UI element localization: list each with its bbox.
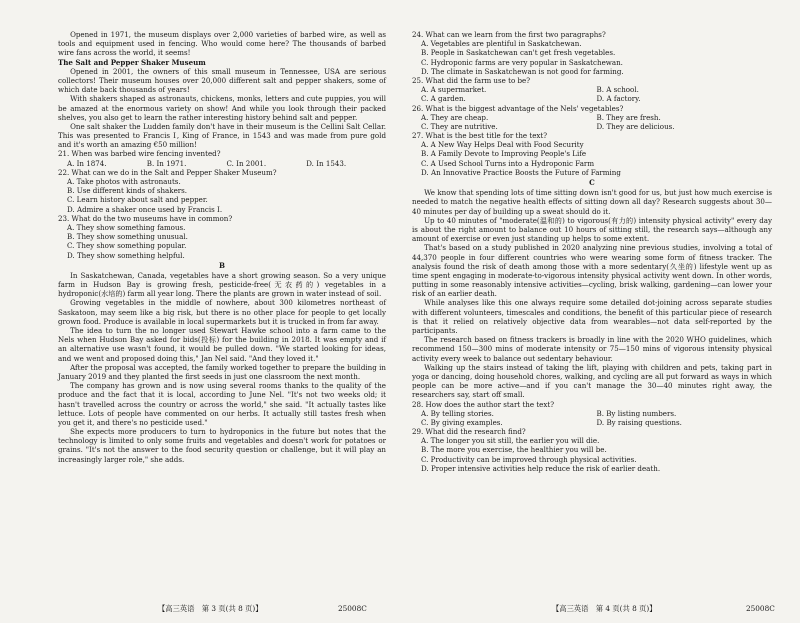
option: A. They are cheap. — [421, 112, 489, 122]
paragraph: She expects more producers to turn to hydroponics in the future but notes that the technology is limited to only some fruits and vegetables and doesn't work for potatoes or grains. "It's not the answer to the food security question or challenge, but it will play an increasingly larger role," she adds. — [58, 427, 386, 464]
exam-page-4 — [400, 0, 800, 623]
paragraph: While analyses like this one always require some detailed dot-joining across separate studies with different volunteers, timescales and conditions, the benefit of this particular piece of research is that it relied on relatively objective data from wearables—not data self-reported by the participants. — [412, 298, 772, 335]
option: C. Productivity can be improved through physical activities. — [421, 454, 637, 464]
paragraph: Opened in 1971, the museum displays over 2,000 varieties of barbed wire, as well as tools and equipment used in fencing. Who would come here? The thousands of barbed wire fans across the world, it seems! — [58, 30, 386, 58]
question-26: 26. What is the biggest advantage of the Nels' vegetables? — [412, 103, 624, 113]
option: B. Use different kinds of shakers. — [67, 186, 188, 196]
paragraph: That's based on a study published in 2020 analyzing nine previous studies, involving a total of 44,370 people in four different countries who were wearing some form of fitness tracker. The analysis found the risk of death among those with a more sedentary(久坐的) lifestyle went up as time spent engaging in moderate-to-vigorous intensity physical activity went down. In other words, putting in some reasonably intensive activities—cycling, brisk walking, gardening—can lower your risk of an earlier death. — [412, 243, 772, 299]
question-28-options — [421, 409, 772, 418]
passage-column-left — [58, 30, 386, 464]
paragraph: The research based on fitness trackers is broadly in line with the 2020 WHO guidelines, which recommend 150—300 mins of moderate intensity or 75—150 mins of vigorous intensity physical activity every week to balance out sedentary behaviour. — [412, 335, 772, 363]
question-23: 23. What do the two museums have in common? — [58, 213, 233, 223]
paragraph: We know that spending lots of time sitting down isn't good for us, but just how much exercise is needed to match the negative health effects of sitting down all day? Research suggests about 30—40 minutes per day of building up a sweat should do it. — [412, 188, 772, 216]
paragraph: With shakers shaped as astronauts, chickens, monks, letters and cute puppies, you will be amazed at the enormous variety on show! And while you look through their packed shelves, you also get to learn the rather interesting history behind salt and pepper. — [58, 94, 386, 122]
question-25-options-row2 — [421, 94, 772, 103]
option: C. In 2001. — [226, 158, 267, 168]
section-label-c: C — [589, 178, 595, 187]
option: C. Hydroponic farms are very popular in Saskatchewan. — [421, 57, 623, 67]
section-label-b: B — [219, 260, 225, 270]
question-26-options — [421, 113, 772, 122]
paragraph: Growing vegetables in the middle of nowhere, about 300 kilometres northeast of Saskatoon, may seem like a big risk, but there is no other place for people to get locally grown food. Produce is available in local supermarkets but it is trucked in from far away. — [58, 298, 386, 326]
paragraph: After the proposal was accepted, the family worked together to prepare the building in January 2019 and they planted the first seeds in just one classroom the next month. — [58, 362, 386, 381]
question-22: 22. What can we do in the Salt and Pepper Shaker Museum? — [58, 167, 277, 177]
option: C. They are nutritive. — [421, 121, 498, 131]
option: D. The climate in Saskatchewan is not good for farming. — [421, 66, 624, 76]
paragraph: Opened in 2001, the owners of this small museum in Tennessee, USA are serious collectors! Their museum houses over 20,000 different salt and pepper shakers, some of which date back thousands of years! — [58, 66, 386, 95]
option: A. Take photos with astronauts. — [67, 177, 181, 186]
option: A. By telling stories. — [421, 408, 494, 418]
option: A. Vegetables are plentiful in Saskatchewan. — [421, 39, 582, 49]
option: A. A New Way Helps Deal with Food Security — [421, 140, 584, 150]
paragraph: In Saskatchewan, Canada, vegetables have a short growing season. So a very unique farm in Hudson Bay is growing fresh, pesticide-free(无农药的) vegetables in a hydroponic(水培的) farm all year long. There the plants are grown in water instead of soil. — [58, 270, 386, 299]
option: C. A Used School Turns into a Hydroponic Farm — [421, 158, 595, 168]
option: A. In 1874. — [67, 158, 107, 168]
question-21: 21. When was barbed wire fencing invented? — [58, 149, 221, 159]
option: B. A Family Devote to Improving People's Life — [421, 149, 587, 159]
option: B. They show something unusual. — [67, 232, 188, 242]
option: B. In 1971. — [146, 158, 187, 168]
paragraph: One salt shaker the Ludden family don't have in their museum is the Cellini Salt Cellar. This was presented to Francis Ⅰ, King of France, in 1543 and was made from pure gold and it's worth an amazing €50 million! — [58, 121, 386, 150]
option: A. The longer you sit still, the earlier you will die. — [421, 436, 600, 446]
question-26-options-row2 — [421, 122, 772, 131]
option: D. An Innovative Practice Boosts the Future of Farming — [421, 167, 621, 177]
paragraph: The idea to turn the no longer used Stewart Hawke school into a farm came to the Nels when Hudson Bay asked for bids(投标) for the building in 2018. It was empty and if an alternative use wasn't found, it would be pulled down. "We started looking for ideas, and we went and proposed doing this," Jan Nel said. "And they loved it." — [58, 326, 386, 363]
question-25: 25. What did the farm use to be? — [412, 75, 531, 85]
question-21-options — [67, 159, 386, 168]
option: B. By listing numbers. — [596, 408, 677, 418]
option: B. People in Saskatchewan can't get fresh vegetables. — [421, 48, 616, 58]
option: C. Learn history about salt and pepper. — [67, 195, 208, 205]
option: D. In 1543. — [306, 158, 347, 168]
option: C. A garden. — [421, 94, 466, 104]
option: D. By raising questions. — [596, 417, 682, 427]
section-heading: The Salt and Pepper Shaker Museum — [58, 57, 206, 67]
option: D. Admire a shaker once used by Francis Ⅰ. — [67, 204, 223, 214]
question-28: 28. How does the author start the text? — [412, 399, 555, 409]
option: A. A supermarket. — [421, 85, 487, 95]
question-29: 29. What did the research find? — [412, 427, 526, 437]
page-footer-label: 【高三英语 第 4 页(共 8 页)】 — [552, 604, 657, 613]
option: A. They show something famous. — [67, 222, 186, 232]
paragraph: Walking up the stairs instead of taking the lift, playing with children and pets, taking part in yoga or dancing, doing household chores, walking, and cycling are all put forward as ways in which people can be more active—and if you can't manage the 30—40 minutes right away, the researchers say, start off small. — [412, 362, 772, 400]
option: C. They show something popular. — [67, 241, 187, 251]
option: B. A school. — [596, 85, 639, 95]
paragraph: Up to 40 minutes of "moderate(温和的) to vigorous(有力的) intensity physical activity" every day is about the right amount to balance out 10 hours of sitting still, the research says—although any amount of exercise or even just standing up helps to some extent. — [412, 215, 772, 244]
option: B. They are fresh. — [596, 112, 661, 122]
page-footer-label: 【高三英语 第 3 页(共 8 页)】 — [158, 604, 263, 613]
option: D. They show something helpful. — [67, 250, 185, 260]
passage-column-right — [412, 30, 772, 473]
option: C. By giving examples. — [421, 417, 503, 427]
option: D. Proper intensive activities help reduce the risk of earlier death. — [421, 463, 661, 473]
question-24: 24. What can we learn from the first two paragraphs? — [412, 30, 606, 39]
question-27: 27. What is the best title for the text? — [412, 131, 548, 141]
question-25-options — [421, 85, 772, 94]
page-footer-code: 25008C — [746, 604, 775, 613]
question-28-options-row2 — [421, 418, 772, 427]
option: D. A factory. — [596, 94, 641, 104]
page-footer-code: 25008C — [338, 604, 367, 613]
option: D. They are delicious. — [596, 121, 675, 131]
paragraph: The company has grown and is now using several rooms thanks to the quality of the produce and the fact that it is local, according to June Nel. "It's not two weeks old; it hasn't travelled across the country or across the world," she said. "It actually tastes like lettuce. Lots of people have commented on our herbs. It actually still tastes fresh when you get it, and there's no pesticide used." — [58, 381, 386, 427]
option: B. The more you exercise, the healthier you will be. — [421, 445, 607, 455]
